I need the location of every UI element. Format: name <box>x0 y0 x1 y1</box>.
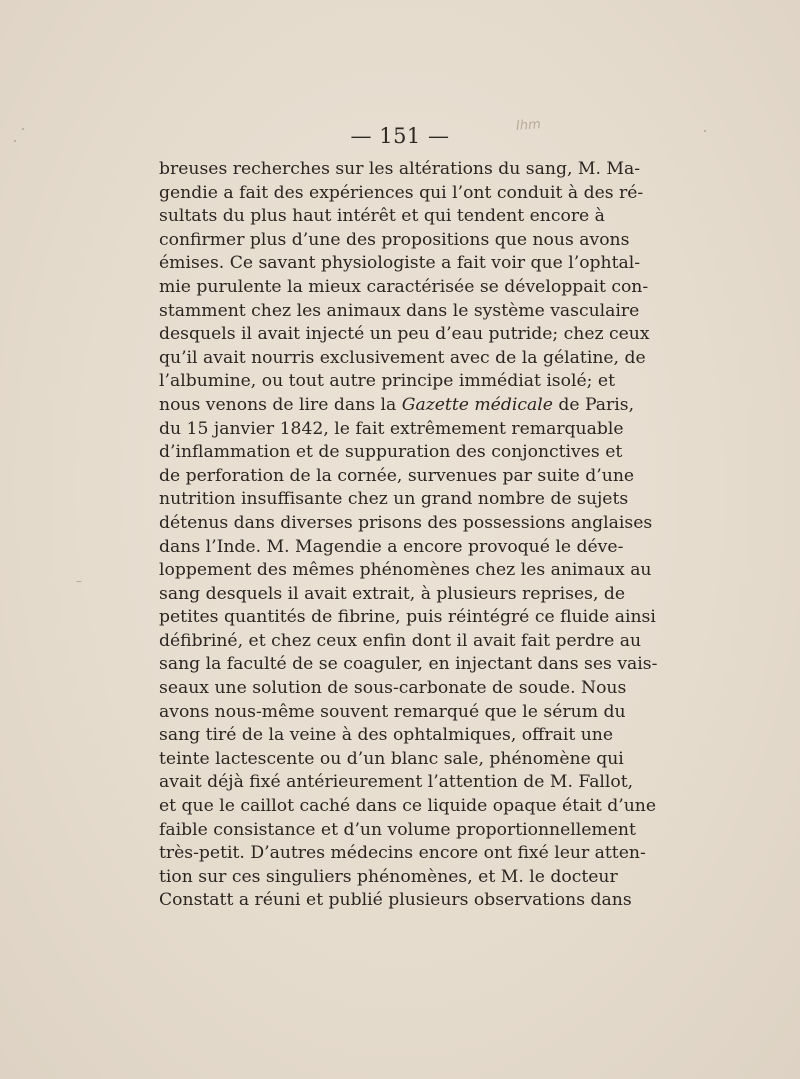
text-line-start: nous venons de lire dans la <box>159 394 402 415</box>
text-line: teinte lactescente ou d’un blanc sale, phénomène qui <box>159 748 624 769</box>
text-line: et que le caillot caché dans ce liquide opaque était d’une <box>159 796 657 817</box>
text-line: confirmer plus d’une des propositions que nous avons <box>159 229 630 250</box>
pencil-annotation: Ihm <box>515 117 542 134</box>
text-line-end: de Paris, <box>552 394 635 415</box>
text-line: stamment chez les animaux dans le système vasculaire <box>159 300 640 321</box>
text-line: de perforation de la cornée, survenues par suite d’une <box>159 465 635 486</box>
text-line: sang la faculté de se coaguler, en injectant dans ses vais- <box>159 654 658 675</box>
text-line: Constatt a réuni et publié plusieurs observations dans <box>159 890 632 911</box>
text-line: sang desquels il avait extrait, à plusieurs reprises, de <box>159 583 626 604</box>
text-line: seaux une solution de sous-carbonate de soude. Nous <box>159 678 627 699</box>
text-line: dans l’Inde. M. Magendie a encore provoqué le déve- <box>159 536 624 557</box>
text-line: sang tiré de la veine à des ophtalmiques, offrait une <box>159 725 614 746</box>
text-line: défibriné, et chez ceux enfin dont il avait fait perdre au <box>159 630 642 651</box>
journal-title: Gazette médicale <box>401 394 553 415</box>
text-line: très-petit. D’autres médecins encore ont fixé leur atten- <box>159 843 646 864</box>
text-line: avait déjà fixé antérieurement l’attention de M. Fallot, <box>159 772 634 793</box>
page-number: — 151 — <box>350 124 450 148</box>
text-line: petites quantités de fibrine, puis réintégré ce fluide ainsi <box>159 607 656 628</box>
text-line: mie purulente la mieux caractérisée se développait con- <box>159 276 649 297</box>
text-line: desquels il avait injecté un peu d’eau putride; chez ceux <box>159 324 650 345</box>
text-line <box>159 394 635 418</box>
text-line: du 15 janvier 1842, le fait extrêmement remarquable <box>159 418 624 439</box>
text-line: gendie a fait des expériences qui l’ont conduit à des ré- <box>159 182 644 203</box>
text-line: sultats du plus haut intérêt et qui tendent encore à <box>159 206 605 227</box>
paper-speck <box>14 140 16 142</box>
text-line: d’inflammation et de suppuration des conjonctives et <box>159 442 623 463</box>
text-line: faible consistance et d’un volume proportionnellement <box>159 819 636 840</box>
text-line: avons nous-même souvent remarqué que le sérum du <box>159 701 626 722</box>
body-text <box>159 158 658 913</box>
text-line: breuses recherches sur les altérations du sang, M. Ma- <box>159 159 641 179</box>
text-line: loppement des mêmes phénomènes chez les animaux au <box>159 560 652 581</box>
paper-speck <box>76 581 82 582</box>
text-line: détenus dans diverses prisons des possessions anglaises <box>159 512 653 533</box>
text-line: émises. Ce savant physiologiste a fait voir que l’ophtal- <box>159 253 641 274</box>
text-line: nutrition insuffisante chez un grand nombre de sujets <box>159 489 629 510</box>
paper-speck <box>704 130 706 132</box>
text-line: tion sur ces singuliers phénomènes, et M. le docteur <box>159 866 618 887</box>
paper-speck <box>22 128 24 130</box>
text-line: qu’il avait nourris exclusivement avec de la gélatine, de <box>159 347 646 368</box>
text-line: l’albumine, ou tout autre principe immédiat isolé; et <box>159 371 615 392</box>
